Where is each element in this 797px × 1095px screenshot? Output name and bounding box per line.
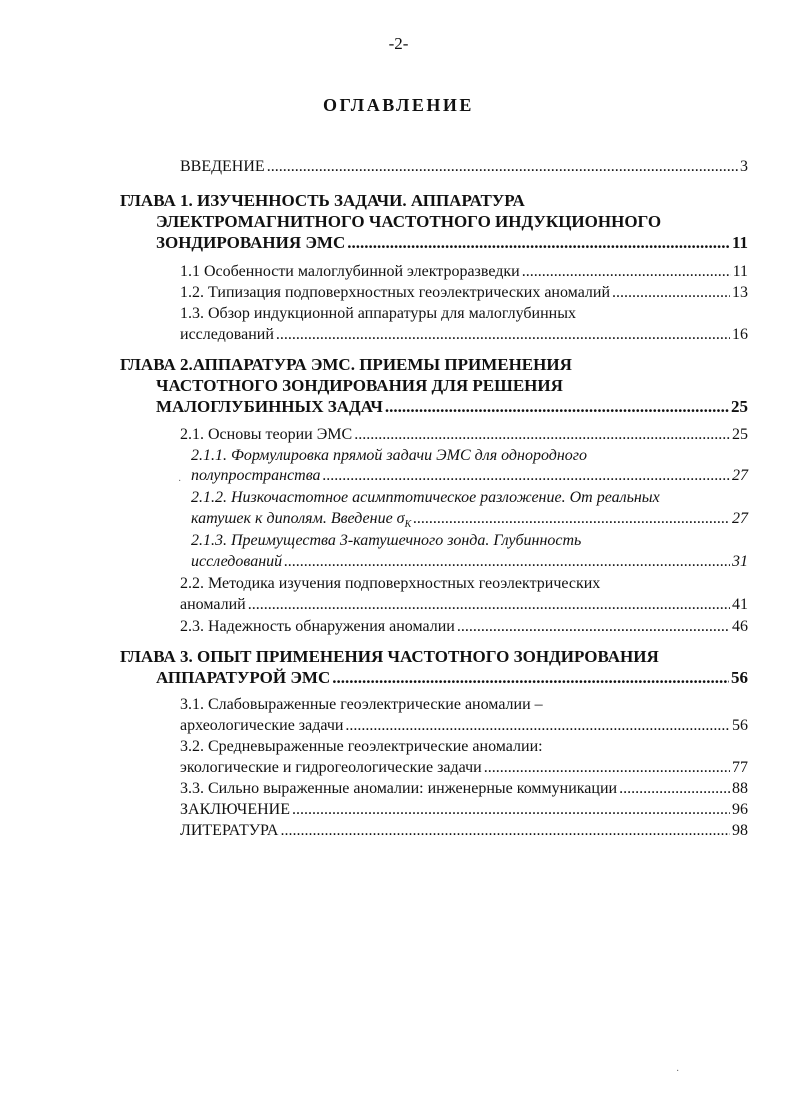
toc-section-3-2[interactable] [180, 759, 748, 777]
toc-subsection-2-1-3-line-1[interactable]: 2.1.3. Преимущества 3-катушечного зонда. Глубинность [191, 532, 582, 549]
toc-entry-introduction[interactable] [180, 158, 748, 176]
toc-entry-title: АППАРАТУРОЙ ЭМС [156, 668, 331, 687]
toc-entry-title: 2.3. Надежность обнаружения аномалии [180, 618, 455, 635]
toc-leader-dots [292, 801, 730, 819]
toc-entry-title-text: катушек к диполям. Введение σ [191, 510, 405, 527]
toc-entry-page: 77 [732, 759, 748, 776]
toc-section-1-3-line-1[interactable]: 1.3. Обзор индукционной аппаратуры для малоглубинных [180, 305, 576, 322]
toc-section-3-2-line-1[interactable]: 3.2. Средневыраженные геоэлектрические аномалии: [180, 738, 543, 755]
toc-entry-page: 13 [732, 284, 748, 301]
toc-entry-title: экологические и гидрогеологические задачи [180, 759, 482, 776]
toc-entry-page: 41 [732, 596, 748, 613]
toc-leader-dots [267, 158, 738, 176]
toc-leader-dots [522, 263, 731, 281]
toc-entry-title: ЛИТЕРАТУРА [180, 822, 279, 839]
toc-entry-title: ВВЕДЕНИЕ [180, 158, 265, 175]
toc-chapter-3-line-1[interactable]: ГЛАВА 3. ОПЫТ ПРИМЕНЕНИЯ ЧАСТОТНОГО ЗОНДИРОВАНИЯ [120, 647, 659, 666]
toc-subsection-2-1-3[interactable] [191, 553, 748, 571]
toc-leader-dots [347, 233, 730, 253]
toc-entry-page: 56 [731, 668, 748, 687]
toc-section-2-3[interactable] [180, 618, 748, 636]
toc-section-1-1[interactable] [180, 263, 748, 281]
toc-chapter-1-line-2[interactable]: ЭЛЕКТРОМАГНИТНОГО ЧАСТОТНОГО ИНДУКЦИОННОГО [156, 212, 662, 231]
toc-entry-page: 25 [732, 426, 748, 443]
toc-entry-title: ЗАКЛЮЧЕНИЕ [180, 801, 290, 818]
toc-conclusion[interactable] [180, 801, 748, 819]
toc-entry-title: ЗОНДИРОВАНИЯ ЭМС [156, 233, 346, 252]
sigma-subscript: K [404, 519, 412, 531]
toc-chapter-1[interactable] [156, 233, 748, 253]
page-number: -2- [388, 34, 409, 53]
toc-chapter-2[interactable] [156, 397, 748, 417]
toc-entry-page: 56 [732, 717, 748, 734]
toc-subsection-2-1-1-line-1[interactable]: 2.1.1. Формулировка прямой задачи ЭМС для однородного [191, 447, 588, 464]
toc-leader-dots [354, 426, 730, 444]
toc-entry-title: 1.2. Типизация подповерхностных геоэлектрических аномалий [180, 284, 611, 301]
toc-heading: ОГЛАВЛЕНИЕ [323, 95, 474, 115]
toc-leader-dots [385, 397, 729, 417]
toc-entry-title: археологические задачи [180, 717, 344, 734]
toc-entry-page: 25 [731, 397, 748, 416]
toc-entry-page: 16 [732, 326, 748, 343]
toc-entry-page: 96 [732, 801, 748, 818]
toc-section-3-3[interactable] [180, 780, 748, 798]
toc-section-2-2-line-1[interactable]: 2.2. Методика изучения подповерхностных геоэлектрических [180, 575, 601, 592]
toc-entry-title: исследований [191, 553, 283, 570]
toc-entry-page: 3 [740, 158, 748, 175]
toc-leader-dots [457, 618, 730, 636]
toc-entry-page: 31 [732, 553, 748, 570]
toc-section-3-1[interactable] [180, 717, 748, 735]
toc-subsection-2-1-1[interactable] [191, 467, 748, 485]
toc-leader-dots [276, 326, 730, 344]
toc-leader-dots [284, 553, 730, 571]
toc-section-2-2[interactable] [180, 596, 748, 614]
toc-entry-page: 27 [732, 510, 748, 527]
toc-entry-page: 11 [731, 233, 748, 252]
toc-references[interactable] [180, 822, 748, 840]
toc-entry-title: 2.1. Основы теории ЭМС [180, 426, 353, 443]
scan-speck: · [178, 476, 182, 487]
toc-chapter-1-line-1[interactable]: ГЛАВА 1. ИЗУЧЕННОСТЬ ЗАДАЧИ. АППАРАТУРА [120, 191, 525, 210]
toc-entry-title: полупространства [191, 467, 321, 484]
toc-chapter-2-line-1[interactable]: ГЛАВА 2.АППАРАТУРА ЭМС. ПРИЕМЫ ПРИМЕНЕНИЯ [120, 355, 572, 374]
toc-subsection-2-1-2-line-1[interactable]: 2.1.2. Низкочастотное асимптотическое разложение. От реальных [191, 489, 660, 506]
toc-entry-page: 98 [732, 822, 748, 839]
toc-leader-dots [612, 284, 730, 302]
toc-leader-dots [345, 717, 730, 735]
toc-section-1-3[interactable] [180, 326, 748, 344]
toc-subsection-2-1-2[interactable] [191, 510, 748, 530]
toc-leader-dots [619, 780, 730, 798]
toc-leader-dots [484, 759, 730, 777]
toc-leader-dots [323, 467, 730, 485]
toc-entry-title: аномалий [180, 596, 246, 613]
toc-leader-dots [248, 596, 730, 614]
toc-entry-title: 3.3. Сильно выраженные аномалии: инженерные коммуникации [180, 780, 618, 797]
toc-entry-page: 88 [732, 780, 748, 797]
toc-leader-dots [280, 822, 730, 840]
toc-leader-dots [413, 510, 730, 528]
toc-entry-title: исследований [180, 326, 274, 343]
toc-chapter-2-line-2[interactable]: ЧАСТОТНОГО ЗОНДИРОВАНИЯ ДЛЯ РЕШЕНИЯ [156, 376, 563, 395]
toc-section-2-1[interactable] [180, 426, 748, 444]
toc-section-1-2[interactable] [180, 284, 748, 302]
toc-entry-page: 46 [732, 618, 748, 635]
toc-leader-dots [332, 668, 729, 688]
toc-section-3-1-line-1[interactable]: 3.1. Слабовыраженные геоэлектрические аномалии – [180, 696, 543, 713]
toc-entry-page: 11 [732, 263, 748, 280]
toc-entry-title: МАЛОГЛУБИННЫХ ЗАДАЧ [156, 397, 383, 416]
scan-speck: · [676, 1066, 680, 1077]
toc-entry-title [191, 510, 411, 530]
toc-chapter-3[interactable] [156, 668, 748, 688]
toc-entry-title: 1.1 Особенности малоглубинной электроразведки [180, 263, 520, 280]
toc-entry-page: 27 [732, 467, 748, 484]
